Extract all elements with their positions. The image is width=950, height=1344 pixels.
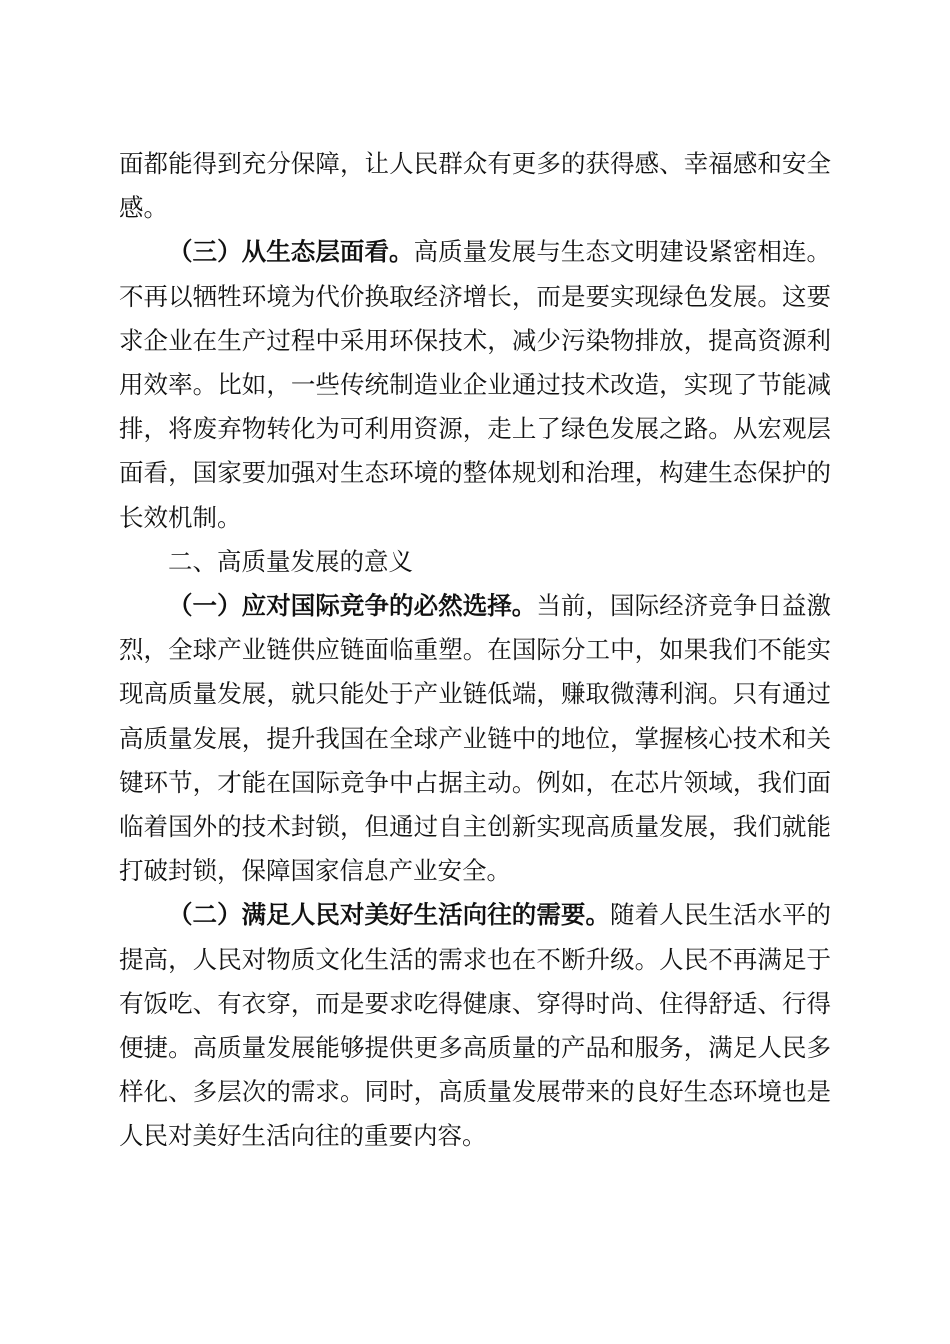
paragraph-lead-heading: （一）应对国际竞争的必然选择。: [168, 591, 537, 621]
paragraph-text: 随着人民生活水平的提高，人民对物质文化生活的需求也在不断升级。人民不再满足于有饭吃、有衣穿，而是要求吃得健康、穿得时尚、住得舒适、行得便捷。高质量发展能够提供更多高质量的产品和服务，满足人民多样化、多层次的需求。同时，高质量发展带来的良好生态环境也是人民对美好生活向往的重要内容。: [119, 900, 832, 1151]
paragraph-text: 面都能得到充分保障，让人民群众有更多的获得感、幸福感和安全感。: [119, 149, 831, 223]
section-heading-significance: [119, 540, 831, 584]
paragraph-text: 高质量发展与生态文明建设紧密相连。不再以牺牲环境为代价换取经济增长，而是要实现绿色发展。这要求企业在生产过程中采用环保技术，减少污染物排放，提高资源利用效率。比如，一些传统制造业企业通过技术改造，实现了节能减排，将废弃物转化为可利用资源，走上了绿色发展之路。从宏观层面看，国家要加强对生态环境的整体规划和治理，构建生态保护的长效机制。: [119, 237, 831, 532]
paragraph-better-life: [119, 893, 831, 1158]
section-heading-text: 二、高质量发展的意义: [168, 546, 413, 576]
document-body: [119, 142, 831, 1159]
paragraph-continuation: [119, 142, 831, 230]
paragraph-international-competition: [119, 584, 831, 893]
paragraph-lead-heading: （二）满足人民对美好生活向往的需要。: [168, 900, 611, 930]
paragraph-text: 当前，国际经济竞争日益激烈，全球产业链供应链面临重塑。在国际分工中，如果我们不能实现高质量发展，就只能处于产业链低端，赚取微薄利润。只有通过高质量发展，提升我国在全球产业链中的地位，掌握核心技术和关键环节，才能在国际竞争中占据主动。例如，在芯片领域，我们面临着国外的技术封锁，但通过自主创新实现高质量发展，我们就能打破封锁，保障国家信息产业安全。: [119, 591, 832, 886]
paragraph-ecological: [119, 230, 831, 539]
paragraph-lead-heading: （三）从生态层面看。: [168, 237, 414, 267]
